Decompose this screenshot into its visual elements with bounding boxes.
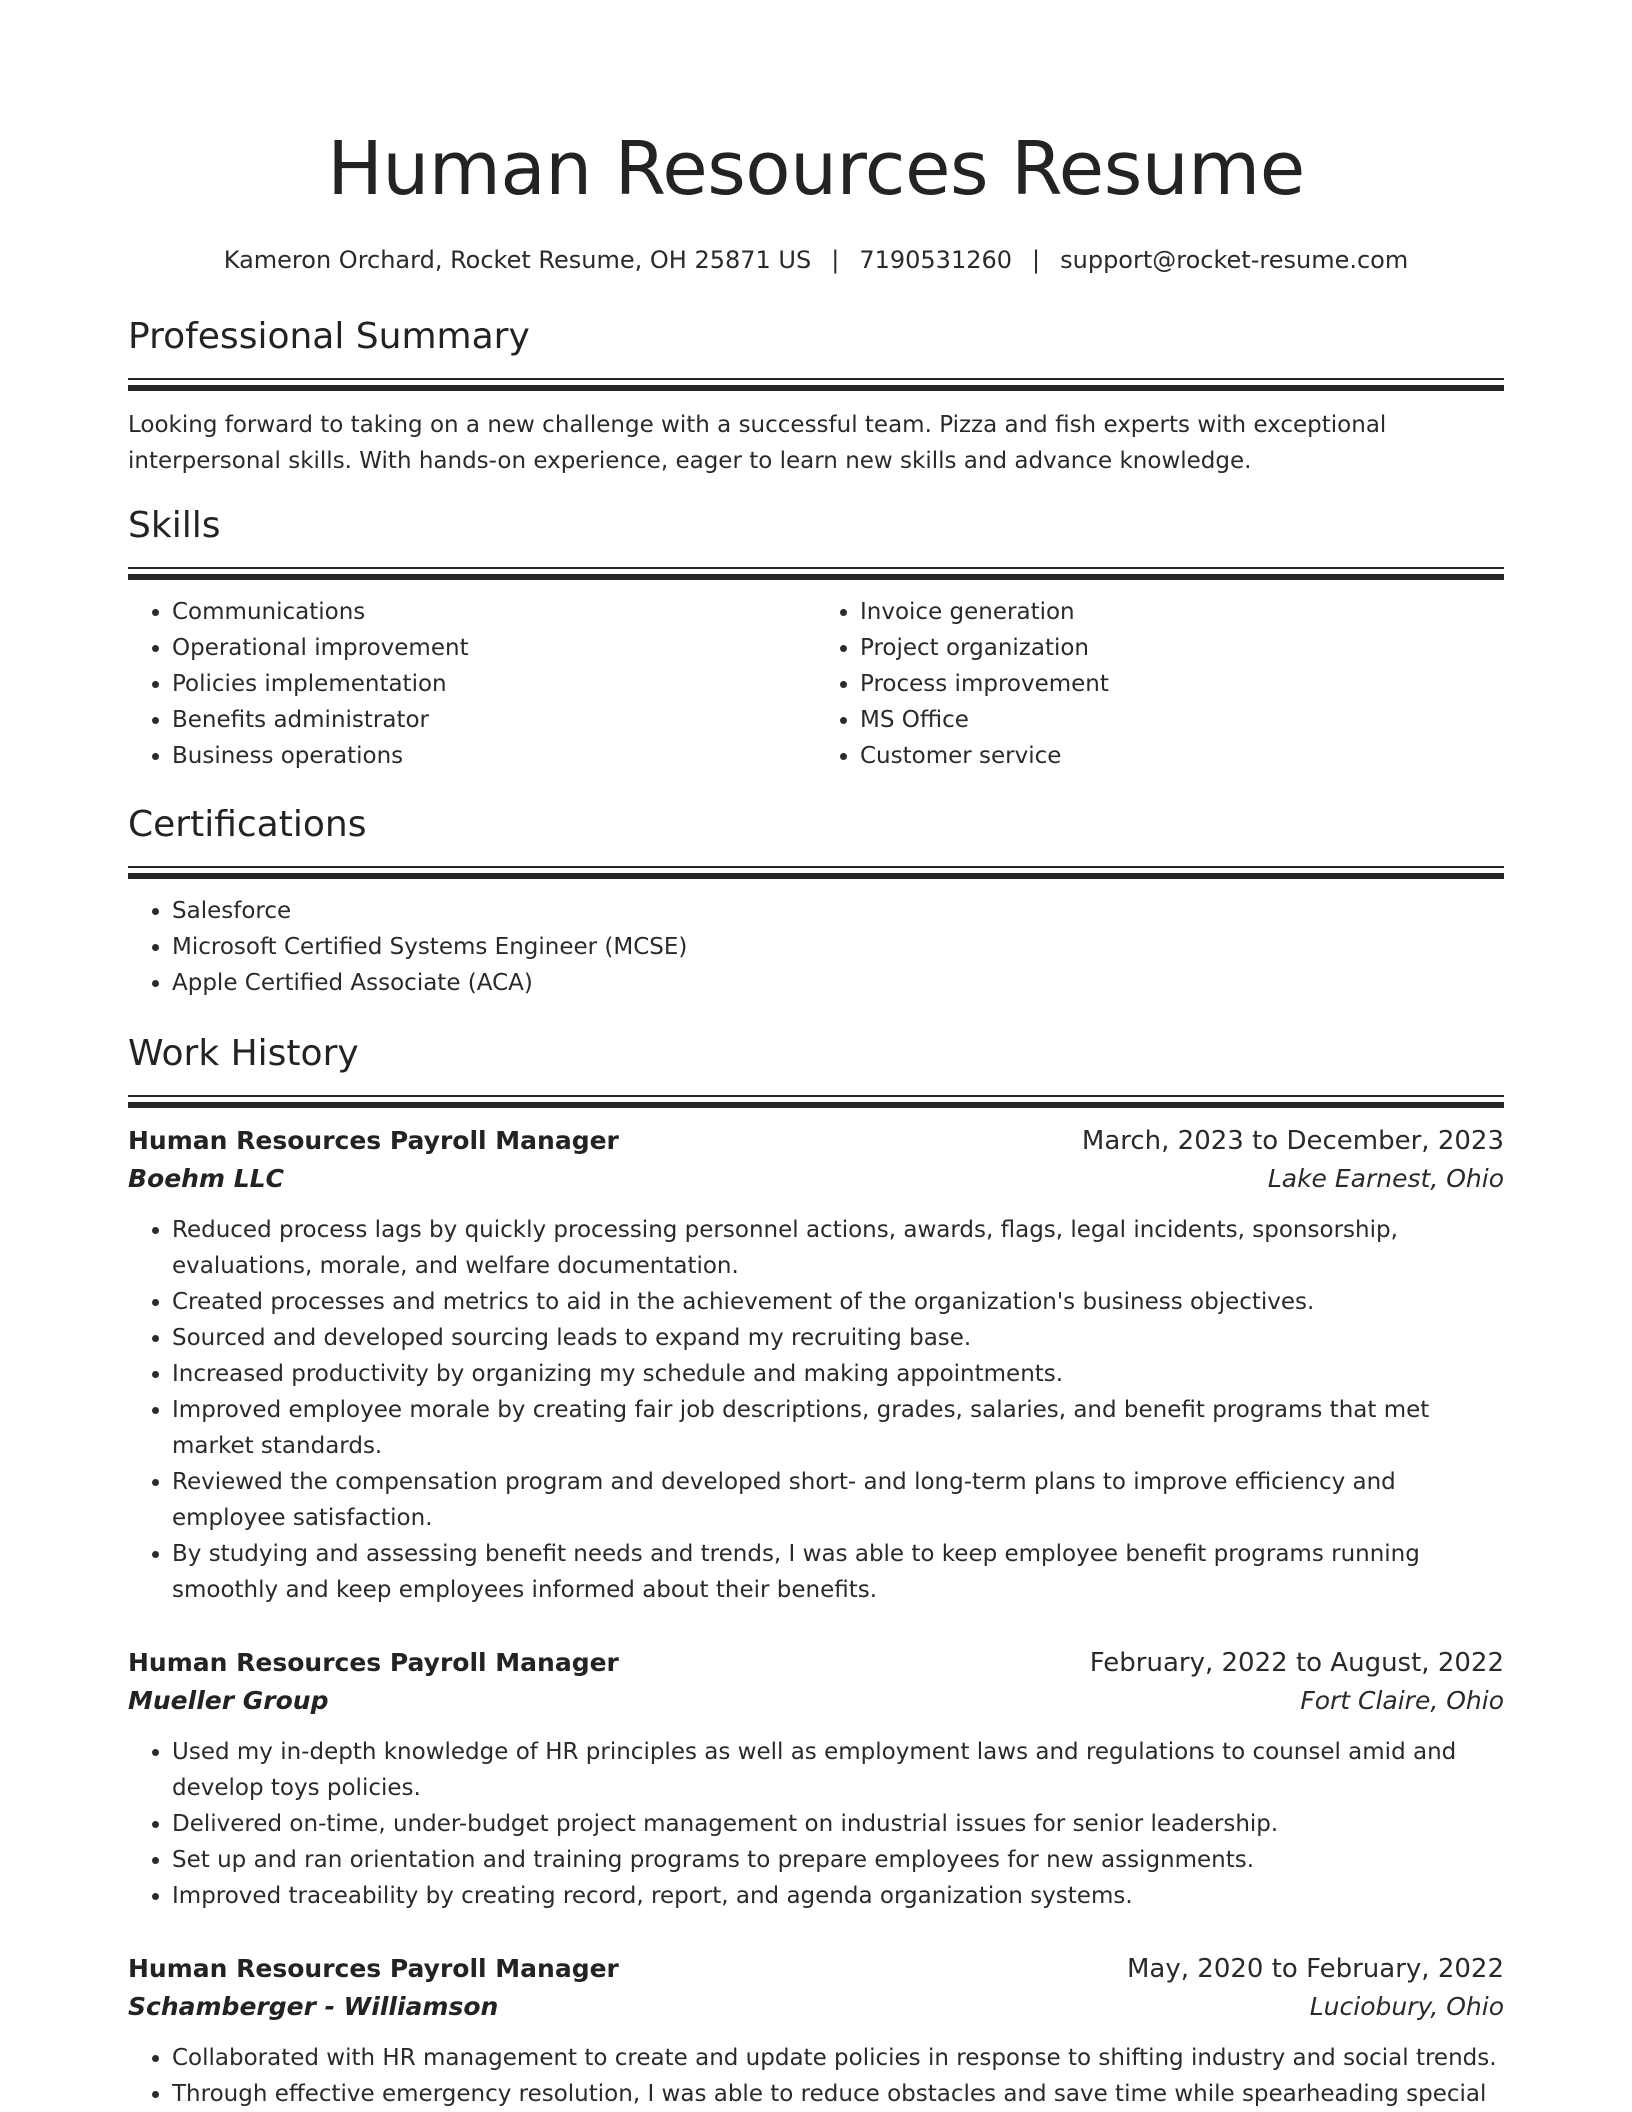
section-divider — [128, 378, 1504, 391]
contact-phone: 7190531260 — [859, 246, 1013, 274]
contact-line — [128, 244, 1504, 276]
summary-section — [128, 314, 1504, 479]
job-company-row — [128, 1682, 1504, 1720]
job-company: Boehm LLC — [128, 1164, 284, 1193]
skill-item: • Benefits administrator — [172, 702, 816, 738]
job-dates: May, 2020 to February, 2022 — [1127, 1954, 1504, 1984]
resume-page — [128, 0, 1504, 2112]
job-location: Fort Claire, Ohio — [1300, 1686, 1504, 1715]
skill-item: • Process improvement — [860, 666, 1504, 702]
skill-item: • Communications — [172, 594, 816, 630]
section-heading-summary: Professional Summary — [128, 316, 530, 357]
contact-email: support@rocket-resume.com — [1060, 246, 1409, 274]
skills-section — [128, 503, 1504, 774]
section-divider — [128, 1095, 1504, 1108]
section-heading-certifications: Certifications — [128, 804, 367, 845]
job-bullet: • Improved traceability by creating record, report, and agenda organization systems. — [172, 1878, 1504, 1914]
job-bullet: • Increased productivity by organizing my schedule and making appointments. — [172, 1356, 1504, 1392]
job-location: Lake Earnest, Ohio — [1267, 1164, 1504, 1193]
section-divider — [128, 567, 1504, 580]
job-dates: March, 2023 to December, 2023 — [1081, 1126, 1504, 1156]
job-company: Mueller Group — [128, 1686, 329, 1715]
summary-text: Looking forward to taking on a new challenge with a successful team. Pizza and fish experts with exceptional interpersonal skills. With hands-on experience, eager to learn new skills and advance knowledge. — [128, 412, 1387, 474]
job-title: Human Resources Payroll Manager — [128, 1648, 619, 1677]
job-entry — [128, 1122, 1504, 1608]
skill-item: • Customer service — [860, 738, 1504, 774]
skill-item: • Project organization — [860, 630, 1504, 666]
job-header-row — [128, 1644, 1504, 1682]
section-heading-work-history: Work History — [128, 1033, 359, 1074]
contact-address: Kameron Orchard, Rocket Resume, OH 25871 US — [223, 246, 812, 274]
job-bullet: • Set up and ran orientation and training programs to prepare employees for new assignments. — [172, 1842, 1504, 1878]
job-bullet: • Improved employee morale by creating fair job descriptions, grades, salaries, and benefit programs that met market standards. — [172, 1392, 1504, 1464]
work-history-section — [128, 1031, 1504, 2112]
skills-grid — [128, 594, 1504, 774]
job-location: Luciobury, Ohio — [1309, 1992, 1504, 2021]
job-header-row — [128, 1950, 1504, 1988]
job-bullet: • Reduced process lags by quickly processing personnel actions, awards, flags, legal incidents, sponsorship, evaluations, morale, and welfare documentation. — [172, 1212, 1504, 1284]
job-dates: February, 2022 to August, 2022 — [1089, 1648, 1504, 1678]
certifications-list — [128, 893, 1504, 1001]
certification-item: • Salesforce — [172, 893, 1504, 929]
job-bullet: • Delivered on-time, under-budget project management on industrial issues for senior leadership. — [172, 1806, 1504, 1842]
job-company-row — [128, 1160, 1504, 1198]
job-bullet: • By studying and assessing benefit needs and trends, I was able to keep employee benefit programs running smoothly and keep employees informed about their benefits. — [172, 1536, 1504, 1608]
job-bullet: • Collaborated with HR management to create and update policies in response to shifting industry and social trends. — [172, 2040, 1504, 2076]
job-bullet: • Reviewed the compensation program and developed short- and long-term plans to improve efficiency and employee satisfaction. — [172, 1464, 1504, 1536]
skill-item: • Invoice generation — [860, 594, 1504, 630]
job-title: Human Resources Payroll Manager — [128, 1954, 619, 1983]
section-heading-skills: Skills — [128, 505, 221, 546]
skills-list-left — [128, 594, 816, 774]
skill-item: • MS Office — [860, 702, 1504, 738]
skills-list-right — [816, 594, 1504, 774]
job-bullets — [128, 2040, 1504, 2112]
section-divider — [128, 866, 1504, 879]
job-company: Schamberger - Williamson — [128, 1992, 499, 2021]
skill-item: • Operational improvement — [172, 630, 816, 666]
job-bullets — [128, 1212, 1504, 1608]
resume-title: Human Resources Resume — [327, 126, 1305, 212]
certification-item: • Apple Certified Associate (ACA) — [172, 965, 1504, 1001]
job-title: Human Resources Payroll Manager — [128, 1126, 619, 1155]
job-header-row — [128, 1122, 1504, 1160]
job-bullet: • Used my in-depth knowledge of HR principles as well as employment laws and regulations to counsel amid and develop toys policies. — [172, 1734, 1504, 1806]
job-entry — [128, 1950, 1504, 2112]
job-bullet: • Created processes and metrics to aid in the achievement of the organization's business objectives. — [172, 1284, 1504, 1320]
job-entry — [128, 1644, 1504, 1914]
job-bullet: • Sourced and developed sourcing leads to expand my recruiting base. — [172, 1320, 1504, 1356]
certification-item: • Microsoft Certified Systems Engineer (MCSE) — [172, 929, 1504, 965]
skill-item: • Policies implementation — [172, 666, 816, 702]
job-company-row — [128, 1988, 1504, 2026]
certifications-section — [128, 802, 1504, 1001]
contact-separator: | — [1032, 246, 1041, 274]
job-bullet: • Through effective emergency resolution, I was able to reduce obstacles and save time while spearheading special — [172, 2076, 1504, 2112]
contact-separator: | — [831, 246, 840, 274]
job-bullets — [128, 1734, 1504, 1914]
skill-item: • Business operations — [172, 738, 816, 774]
